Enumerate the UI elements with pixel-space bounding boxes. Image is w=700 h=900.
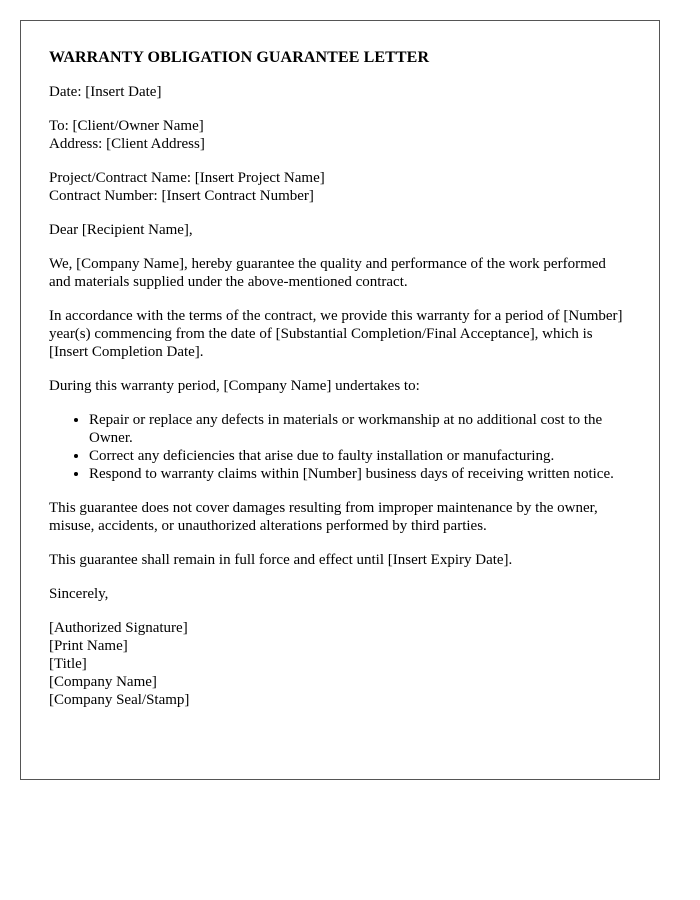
list-item: • Repair or replace any defects in materials or workmanship at no additional cost to the Owner. <box>89 411 631 447</box>
contract-block <box>49 169 631 205</box>
salutation: Dear [Recipient Name], <box>49 222 193 238</box>
letter-page <box>20 20 660 780</box>
project-name: Project/Contract Name: [Insert Project Name] <box>49 170 325 186</box>
validity-paragraph: This guarantee shall remain in full force and effect until [Insert Expiry Date]. <box>49 552 513 568</box>
contract-number: Contract Number: [Insert Contract Number] <box>49 188 314 204</box>
recipient-block <box>49 117 631 153</box>
company-seal: [Company Seal/Stamp] <box>49 692 190 708</box>
print-name: [Print Name] <box>49 638 128 654</box>
signature-block <box>49 619 631 709</box>
list-item: • Respond to warranty claims within [Number] business days of receiving written notice. <box>89 465 631 483</box>
recipient-name: To: [Client/Owner Name] <box>49 118 204 134</box>
undertakings-intro: During this warranty period, [Company Name] undertakes to: <box>49 378 420 394</box>
company-name: [Company Name] <box>49 674 157 690</box>
list-item: • Correct any deficiencies that arise due to faulty installation or manufacturing. <box>89 447 631 465</box>
date-line: Date: [Insert Date] <box>49 84 162 100</box>
signer-title: [Title] <box>49 656 87 672</box>
recipient-address: Address: [Client Address] <box>49 136 205 152</box>
letter-title: WARRANTY OBLIGATION GUARANTEE LETTER <box>49 49 430 66</box>
exclusion-paragraph: This guarantee does not cover damages resulting from improper maintenance by the owner, misuse, accidents, or unauthorized alterations performed by third parties. <box>49 500 598 534</box>
obligations-list <box>49 411 631 483</box>
authorized-signature: [Authorized Signature] <box>49 620 188 636</box>
guarantee-paragraph: We, [Company Name], hereby guarantee the quality and performance of the work performed and materials supplied under the above-mentioned contract. <box>49 256 606 290</box>
warranty-period-paragraph: In accordance with the terms of the contract, we provide this warranty for a period of [Number] year(s) commencing from the date of [Substantial Completion/Final Acceptance], which is [Insert Completion Date]. <box>49 308 623 360</box>
closing: Sincerely, <box>49 586 109 602</box>
